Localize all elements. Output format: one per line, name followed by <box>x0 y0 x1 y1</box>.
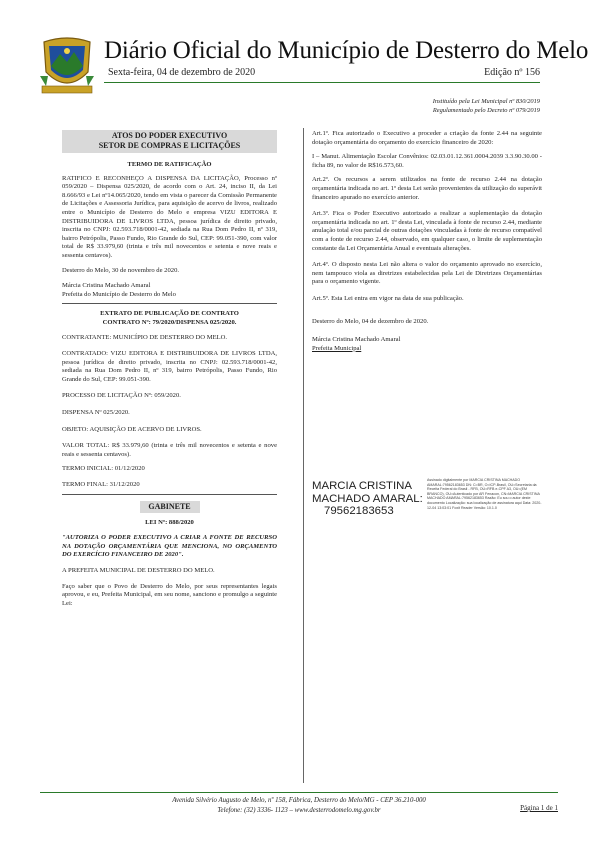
signature-name-line-1: MARCIA CRISTINA <box>312 480 412 492</box>
contracting-party: CONTRATANTE: MUNICÍPIO DE DESTERRO DO MELO. <box>62 333 228 341</box>
column-divider <box>303 128 304 783</box>
digital-signature-name <box>312 480 423 518</box>
edition-number: Edição nº 156 <box>484 67 540 78</box>
article-1: Art.1º. Fica autorizado o Executivo a proceder a criação da fonte 2.44 na seguinte dotação orçamentária do orçamento do exercício financeiro de 2020: <box>312 130 542 146</box>
contract-object: OBJETO: AQUISIÇÃO DE ACERVO DE LIVROS. <box>62 425 202 433</box>
law-title: LEI Nº: 888/2020 <box>145 518 194 526</box>
section-title-executive: ATOS DO PODER EXECUTIVO <box>111 131 228 140</box>
law-date: Desterro do Melo, 04 de dezembro de 2020. <box>312 317 429 325</box>
ratification-signer: Márcia Cristina Machado Amaral <box>62 282 151 290</box>
start-date: TERMO INICIAL: 01/12/2020 <box>62 465 145 473</box>
header-divider <box>104 82 540 83</box>
legal-basis-line-2: Regulamentado pelo Decreto nº 079/2019 <box>432 106 540 114</box>
footer-address: Avenida Silvério Augusto de Melo, nº 158, Fábrica, Desterro do Melo/MG - CEP 36.210-000 <box>172 797 426 804</box>
section-title-cabinet: GABINETE <box>148 501 191 511</box>
digital-signature-details: Assinado digitalmente por MARCIA CRISTINA MACHADO AMARAL:79562183653 DN: C=BR, O=ICP-Brasil, OU=Secretaria da Receita Federal do Brasil - RFB, OU=RFB e-CPF A3, OU=(EM BRANCO), OU=Autenticado por AR Fenacon, CN=MARCIA CRISTINA MACHADO AMARAL:79562183653 Razão: Eu sou o autor deste documento Localização: sua localização de assinatura aqui Data: 2020-12-04 13:03:01 Foxit Reader Versão: 10.1.0 <box>427 478 542 510</box>
signature-name-line-2: MACHADO AMARAL: <box>312 492 423 505</box>
extract-title: EXTRATO DE PUBLICAÇÃO DE CONTRATO <box>100 310 239 318</box>
section-header-executive <box>62 130 277 153</box>
contract-value: VALOR TOTAL: R$ 33.979,60 (trinta e três mil novecentos e setenta e nove reais e sessenta centavos). <box>62 442 277 458</box>
page-number: Página 1 de 1 <box>520 804 558 812</box>
ratification-body: RATIFICO E RECONHEÇO A DISPENSA DA LICITAÇÃO, Processo nº 059/2020 – Dispensa 025/2020, de acordo com o Art. 24, inciso II, da Lei 8.666/93 e Lei nº14.065/2020, tendo em vista o parecer da Comissão Permanente de Licitações e Assessoria Jurídica, para aquisição de acervo de livros, realizado entre o Município de Desterro do Melo e empresa VIZU EDITORA E DISTRIBUIDORA DE LIVROS LTDA, pessoa jurídica de direito privado, inscrita no CNPJ: 02.593.718/0001-42, sediada na Rua Dom Pedro II, nº 319, bairro Petrópolis, Passo Fundo, Rio Grande do Sul, CEP: 99.051-390, com valor total de R$ 33.979,60 (trinta e três mil novecentos e setenta e nove reais e sessenta centavos). <box>62 174 277 259</box>
footer-contact: Telefone: (32) 3336- 1123 – www.desterrodomelo.mg.gov.br <box>217 807 381 814</box>
law-summary: "AUTORIZA O PODER EXECUTIVO A CRIAR A FONTE DE RECURSO NA DOTAÇÃO ORÇAMENTÁRIA QUE MENCIONA, NO ORÇAMENTO DO EXERCÍCIO FINANCEIRO DE 2020". <box>62 534 277 559</box>
publication-date: Sexta-feira, 04 de dezembro de 2020 <box>108 67 256 78</box>
section-title-purchases: SETOR DE COMPRAS E LICITAÇÕES <box>98 141 241 150</box>
article-4: Art.4º. O disposto nesta Lei não altera o valor do orçamento aprovado no exercício, nem tampouco viola as diretrizes estabelecidas pela Lei de Diretrizes Orçamentárias para o orçamento vigente. <box>312 261 542 286</box>
section-separator <box>62 494 277 495</box>
footer-divider <box>40 792 558 793</box>
legal-basis-line-1: Instituído pela Lei Municipal nº 830/2019 <box>432 98 540 105</box>
newspaper-title: Diário Oficial do Município de Desterro do Melo <box>104 37 589 64</box>
right-column <box>312 130 542 353</box>
law-signer: Márcia Cristina Machado Amaral <box>312 336 401 344</box>
contract-number: CONTRATO Nº: 79/2020/DISPENSA 025/2020. <box>102 318 237 326</box>
waiver-number: DISPENSA Nº 025/2020. <box>62 409 130 417</box>
mayor-statement: A PREFEITA MUNICIPAL DE DESTERRO DO MELO. <box>62 567 215 574</box>
end-date: TERMO FINAL: 31/12/2020 <box>62 481 140 489</box>
budget-allocation: I – Manut. Alimentação Escolar Convênios: 02.03.01.12.361.0004.2039 3.3.90.30.00 - ficha 89, no valor de R$16.573,60. <box>312 153 542 169</box>
article-5: Art.5º. Esta Lei entra em vigor na data de sua publicação. <box>312 294 464 302</box>
bidding-process: PROCESSO DE LICITAÇÃO Nº: 059/2020. <box>62 392 181 400</box>
signature-cpf: 79562183653 <box>324 505 394 518</box>
law-signer-role: Prefeita Municipal <box>312 344 362 352</box>
contracted-party: CONTRATADO: VIZU EDITORA E DISTRIBUIDORA DE LIVROS LTDA, pessoa jurídica de direito privado, inscrita no CNPJ: 02.593.718/0001-42, sediada na Rua Dom Pedro II, nº 319, bairro Petrópolis, Passo Fundo, Rio Grande do Sul, CEP: 99.051-390. <box>62 350 277 383</box>
ratification-role: Prefeita do Município de Desterro do Melo <box>62 290 176 298</box>
left-column <box>62 130 277 608</box>
article-2: Art.2º. Os recursos a serem utilizados na fonte de recurso 2.44 na dotação orçamentária indicada no art. 1º desta Lei serão provenientes da utilização do superávit financeiro apurado no exercício anterior. <box>312 176 542 201</box>
municipal-coat-of-arms-logo <box>38 36 96 96</box>
section-separator <box>62 303 277 304</box>
ratification-heading: TERMO DE RATIFICAÇÃO <box>127 161 212 168</box>
legal-basis <box>433 98 540 116</box>
article-3: Art.3º. Fica o Poder Executivo autorizado a realizar a suplementação da dotação orçamentária indicada no art. 1º desta Lei, vinculada à fonte de recurso 2.44, mediante anulação total e/ou parcial de outras dotações vinculadas à fonte de recurso compatível com a fonte de recurso 2.44, observado, em qualquer caso, o limite de suplementação constante da Lei Orçamentária Anual e eventuais alterações. <box>312 210 542 252</box>
ratification-date: Desterro do Melo, 30 de novembro de 2020. <box>62 266 180 274</box>
section-header-cabinet <box>140 501 200 513</box>
promulgation-text: Faço saber que o Povo de Desterro do Melo, por seus representantes legais aprovou, e eu, Prefeita Municipal, em seu nome, sanciono e promulgo a seguinte Lei: <box>62 582 277 607</box>
